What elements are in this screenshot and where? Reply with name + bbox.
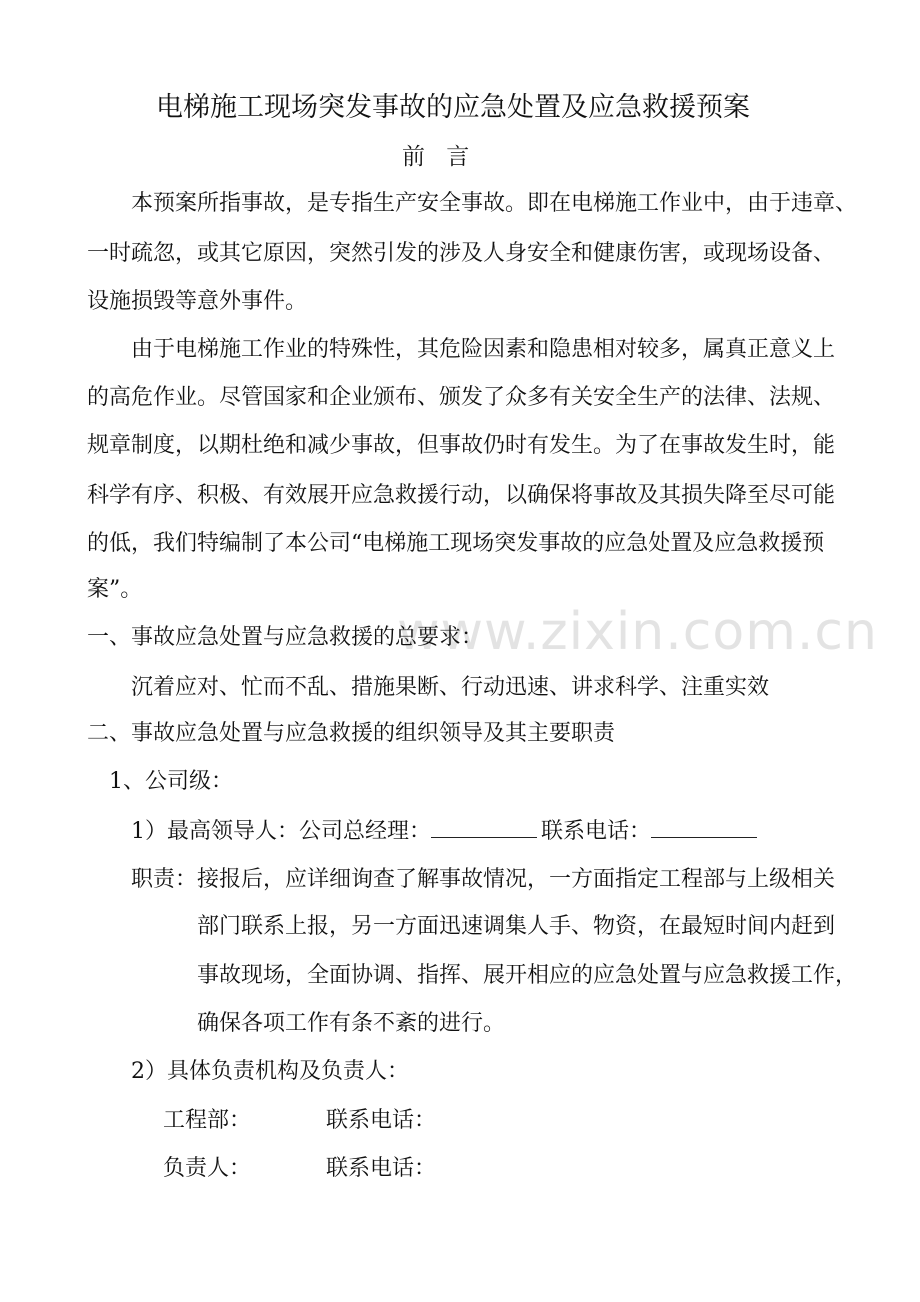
duty-line-2: 部门联系上报，另一方面迅速调集人手、物资，在最短时间内赶到 bbox=[197, 914, 836, 939]
paragraph-2-line-2: 的高危作业。尽管国家和企业颁布、颁发了众多有关安全生产的法律、法规、 bbox=[87, 385, 836, 410]
duty-line-3: 事故现场，全面协调、指挥、展开相应的应急处置与应急救援工作， bbox=[197, 963, 858, 988]
document-title: 电梯施工现场突发事故的应急处置及应急救援预案 bbox=[156, 92, 750, 123]
company-level-heading: 1、公司级： bbox=[109, 769, 233, 794]
paragraph-1-line-3: 设施损毁等意外事件。 bbox=[87, 289, 308, 314]
person-phone-label: 联系电话： bbox=[326, 1156, 437, 1181]
duty-line-1: 接报后，应详细询查了解事故情况，一方面指定工程部与上级相关 bbox=[197, 867, 836, 892]
section-1-heading: 一、事故应急处置与应急救援的总要求： bbox=[87, 625, 484, 650]
duty-line-4: 确保各项工作有条不紊的进行。 bbox=[197, 1011, 506, 1036]
duty-label: 职责： bbox=[131, 867, 198, 892]
leader-phone-label: 联系电话： bbox=[541, 819, 652, 844]
paragraph-1-line-1: 本预案所指事故，是专指生产安全事故。即在电梯施工作业中，由于违章、 bbox=[131, 191, 858, 216]
paragraph-2-line-1: 由于电梯施工作业的特殊性，其危险因素和隐患相对较多，属真正意义上 bbox=[131, 337, 836, 362]
paragraph-2-line-5: 的低，我们特编制了本公司“电梯施工现场突发事故的应急处置及应急救援预 bbox=[87, 531, 825, 556]
dept-label: 工程部： bbox=[163, 1108, 252, 1133]
person-label: 负责人： bbox=[163, 1156, 252, 1181]
leader-line bbox=[131, 817, 761, 846]
leader-phone-blank bbox=[651, 817, 757, 838]
watermark: www.zixin.com.cn bbox=[397, 602, 878, 662]
paragraph-2-line-6: 案”。 bbox=[87, 577, 143, 602]
paragraph-2-line-3: 规章制度，以期杜绝和减少事故，但事故仍时有发生。为了在事故发生时，能 bbox=[87, 433, 836, 458]
section-1-body: 沉着应对、忙而不乱、措施果断、行动迅速、讲求科学、注重实效 bbox=[131, 675, 770, 700]
preface-heading: 前 言 bbox=[402, 144, 470, 170]
paragraph-1-line-2: 一时疏忽，或其它原因，突然引发的涉及人身安全和健康伤害，或现场设备、 bbox=[87, 241, 836, 266]
leader-name-blank bbox=[431, 817, 537, 838]
paragraph-2-line-4: 科学有序、积极、有效展开应急救援行动，以确保将事故及其损失降至尽可能 bbox=[87, 483, 836, 508]
section-2-heading: 二、事故应急处置与应急救援的组织领导及其主要职责 bbox=[87, 721, 616, 746]
dept-phone-label: 联系电话： bbox=[326, 1108, 437, 1133]
leader-label: 1）最高领导人：公司总经理： bbox=[131, 819, 431, 844]
item-2-heading: 2）具体负责机构及负责人： bbox=[131, 1059, 409, 1084]
